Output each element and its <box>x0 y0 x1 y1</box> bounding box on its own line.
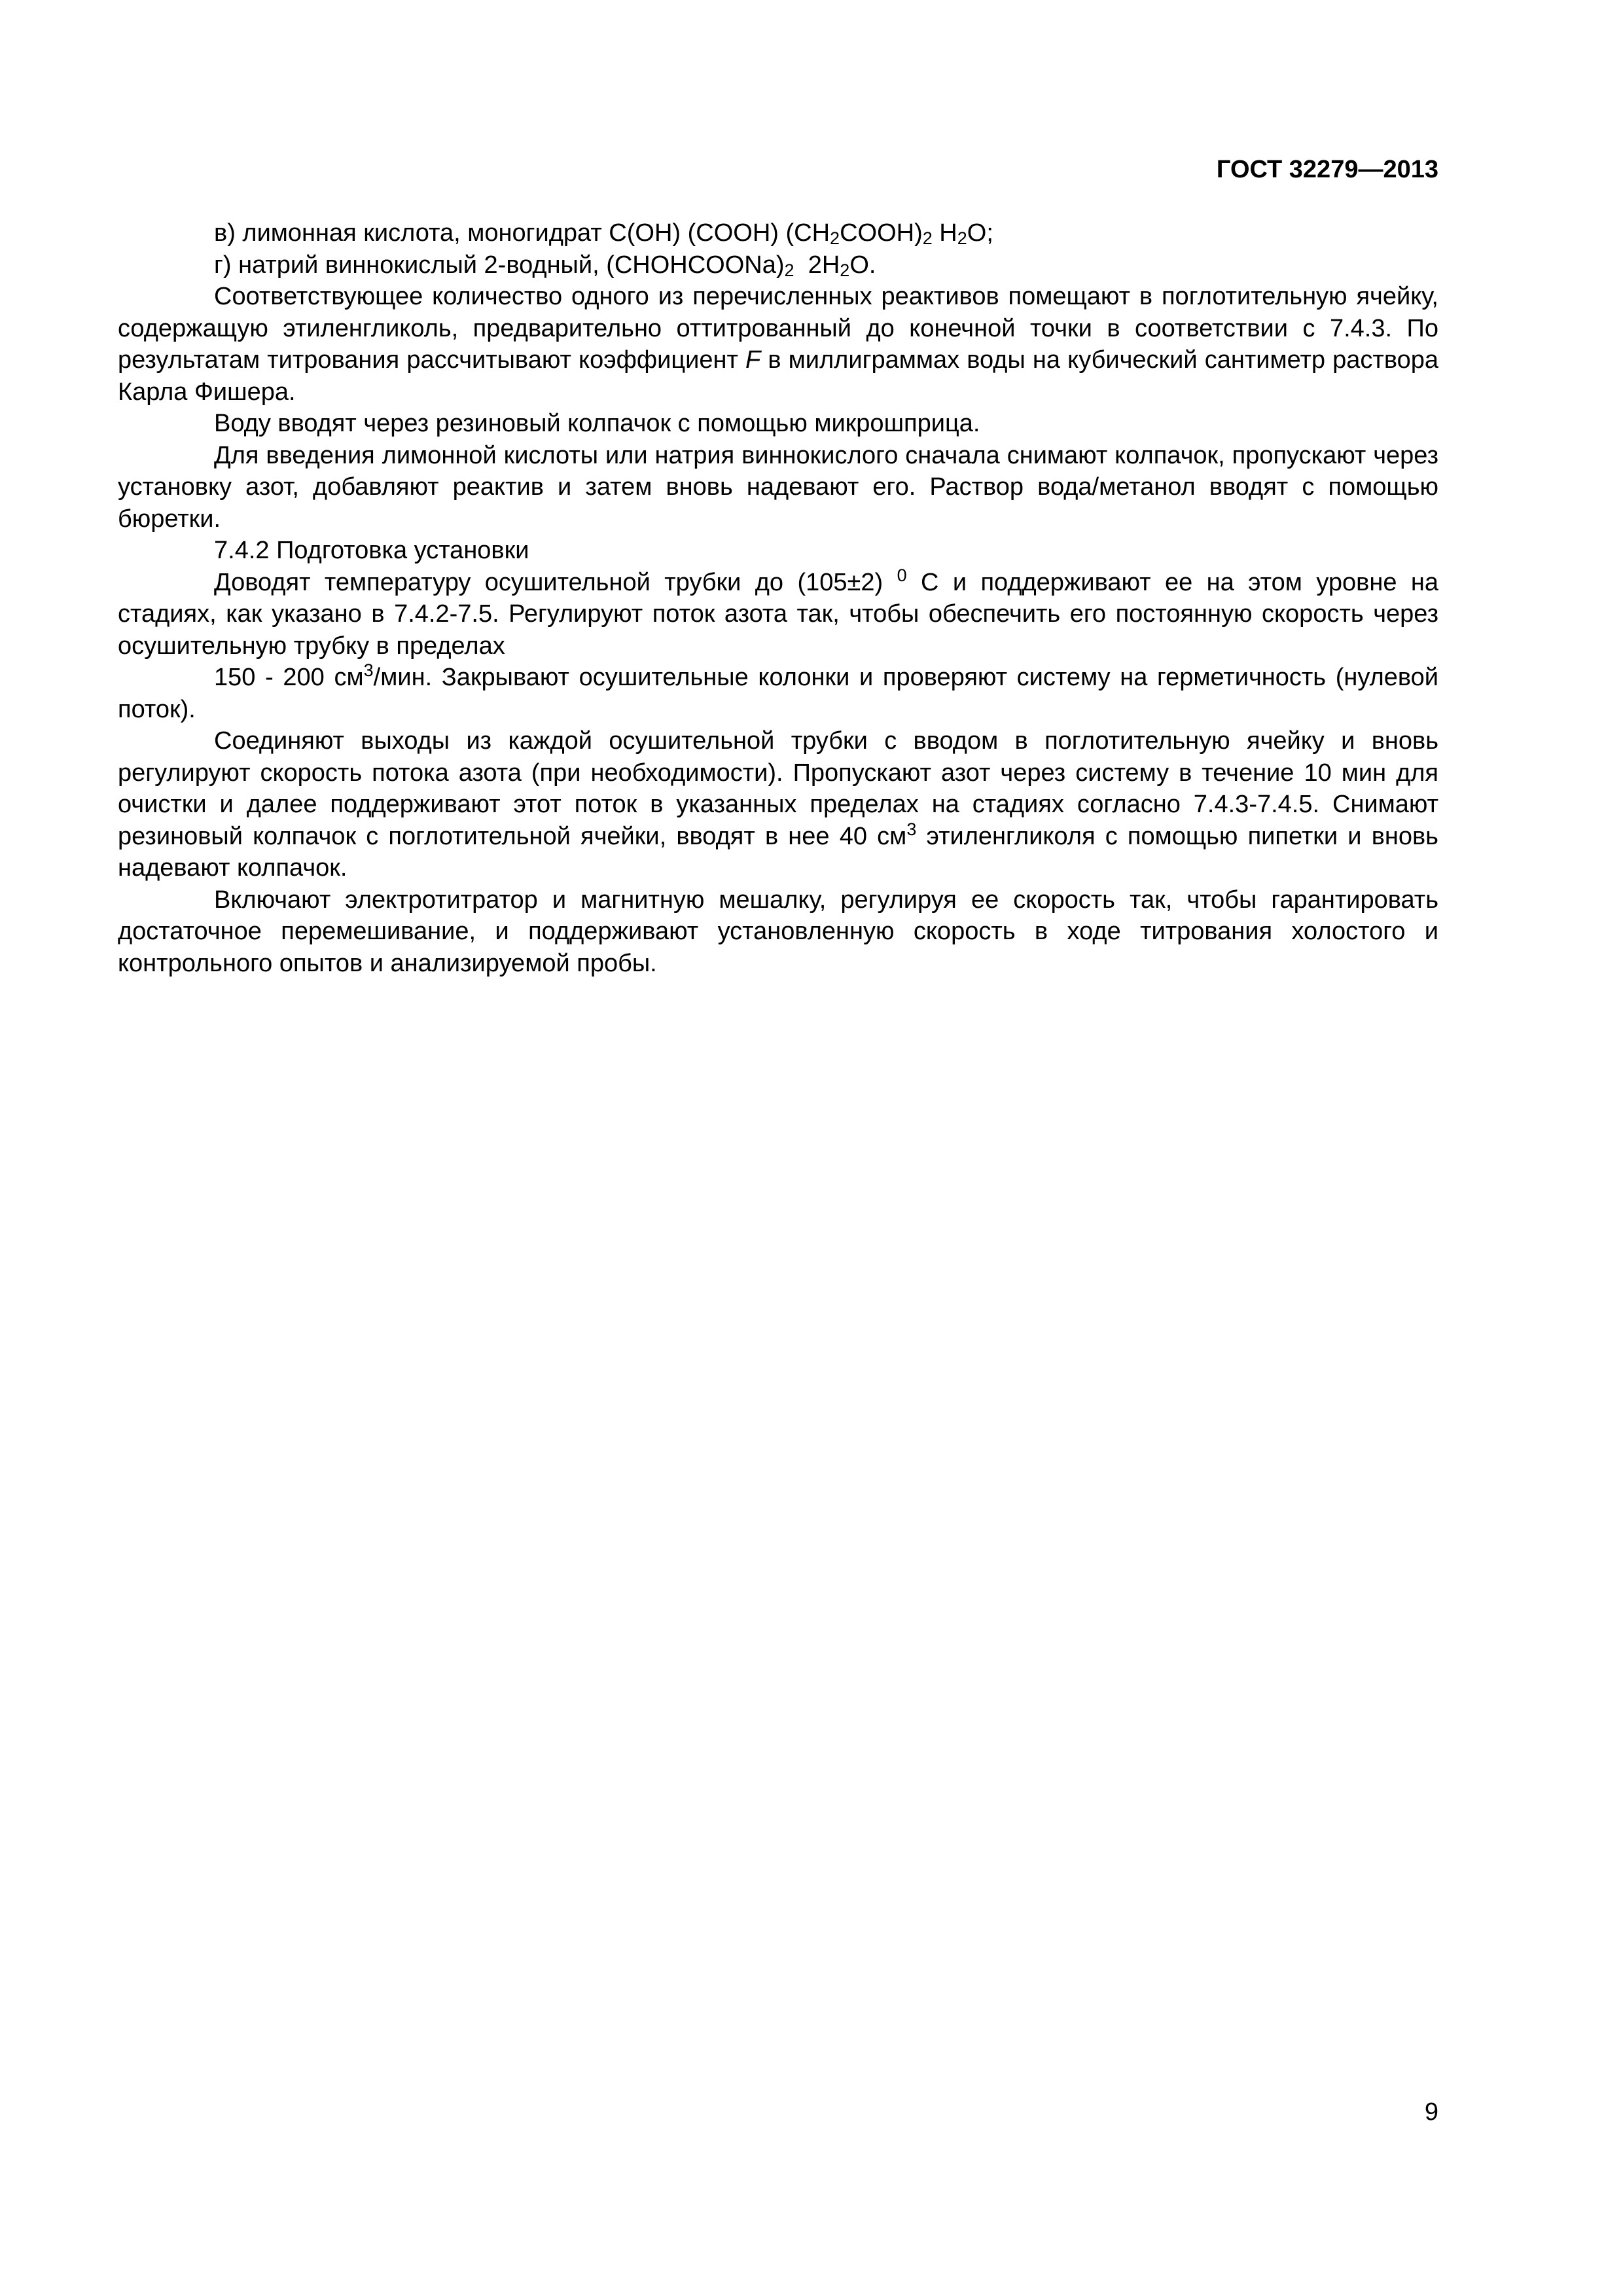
paragraph-temperature <box>118 567 1438 662</box>
paragraph-text: С и поддерживают ее на этом уровне на стадиях, как указано в 7.4.2-7.5. Регулируют поток азота так, чтобы обеспечить его постоянную скорость через осушительную трубку в пределах <box>118 568 1438 660</box>
subscript: 2 <box>957 228 967 248</box>
paragraph-introduction: Для введения лимонной кислоты или натрия виннокислого сначала снимают колпачок, пропускают через установку азот, добавляют реактив и затем вновь надевают его. Раствор вода/метанол вводят с помощью бюретки. <box>118 441 1438 533</box>
reagent-sodium-tartrate <box>118 249 1438 281</box>
paragraph-text: в миллиграммах воды на кубический сантиметр раствора Карла Фишера. <box>118 346 1438 406</box>
subscript: 2 <box>784 260 794 280</box>
document-code: ГОСТ 32279—2013 <box>1216 156 1438 183</box>
paragraph-text: 150 - 200 см <box>214 664 364 691</box>
superscript: 3 <box>363 660 374 680</box>
coefficient-variable: F <box>745 346 761 374</box>
reagent-tartrate-text: г) натрий виннокислый 2-водный, (CHOHCOONa) <box>214 251 785 279</box>
paragraph-text: Доводят температуру осушительной трубки до (105±2) <box>214 568 897 596</box>
superscript: 0 <box>897 565 907 585</box>
reagent-citric-mid: COOH) <box>840 219 923 247</box>
paragraph-titrator: Включают электротитратор и магнитную мешалку, регулируя ее скорость так, чтобы гарантировать достаточное перемешивание, и поддерживают установленную скорость в ходе титрования холостого и контрольного опытов и анализируемой пробы. <box>118 886 1438 977</box>
superscript: 3 <box>906 819 917 839</box>
section-heading: 7.4.2 Подготовка установки <box>214 537 529 564</box>
reagent-citric-text: в) лимонная кислота, моногидрат C(OH) (COOH) (CH <box>214 219 830 247</box>
reagent-tartrate-end: O. <box>849 251 876 279</box>
paragraph-water: Воду вводят через резиновый колпачок с помощью микрошприца. <box>214 410 980 437</box>
document-body <box>118 217 1438 979</box>
subscript: 2 <box>922 228 933 248</box>
subscript: 2 <box>830 228 840 248</box>
paragraph-text: Соединяют выходы из каждой осушительной трубки с вводом в поглотительную ячейку и вновь регулируют скорость потока азота (при необходимости). Пропускают азот через систему в течение 10 мин для очистки и далее поддерживают этот поток в указанных пределах на стадиях согласно 7.4.3-7.4.5. Снимают резиновый колпачок с поглотительной ячейки, вводят в нее 40 см <box>118 727 1438 850</box>
page-number: 9 <box>1424 2098 1438 2126</box>
paragraph-text: Соответствующее количество одного из перечисленных реактивов помещают в поглотительную ячейку, содержащую этиленгликоль, предварительно оттитрованный до конечной точки в соответствии с 7.4.3. По результатам титрования рассчитывают коэффициент <box>118 283 1438 374</box>
paragraph-text: этиленгликоля с помощью пипетки и вновь надевают колпачок. <box>118 822 1438 882</box>
reagent-citric-acid <box>118 217 1438 249</box>
paragraph-text: /мин. Закрывают осушительные колонки и проверяют систему на герметичность (нулевой поток). <box>118 664 1438 723</box>
reagent-tartrate-mid: 2H <box>794 251 840 279</box>
paragraph-connection <box>118 725 1438 884</box>
subscript: 2 <box>840 260 850 280</box>
paragraph-reagent-amount <box>118 281 1438 408</box>
reagent-citric-end: O; <box>967 219 993 247</box>
reagent-citric-h: H <box>932 219 957 247</box>
paragraph-flow-rate <box>118 662 1438 725</box>
